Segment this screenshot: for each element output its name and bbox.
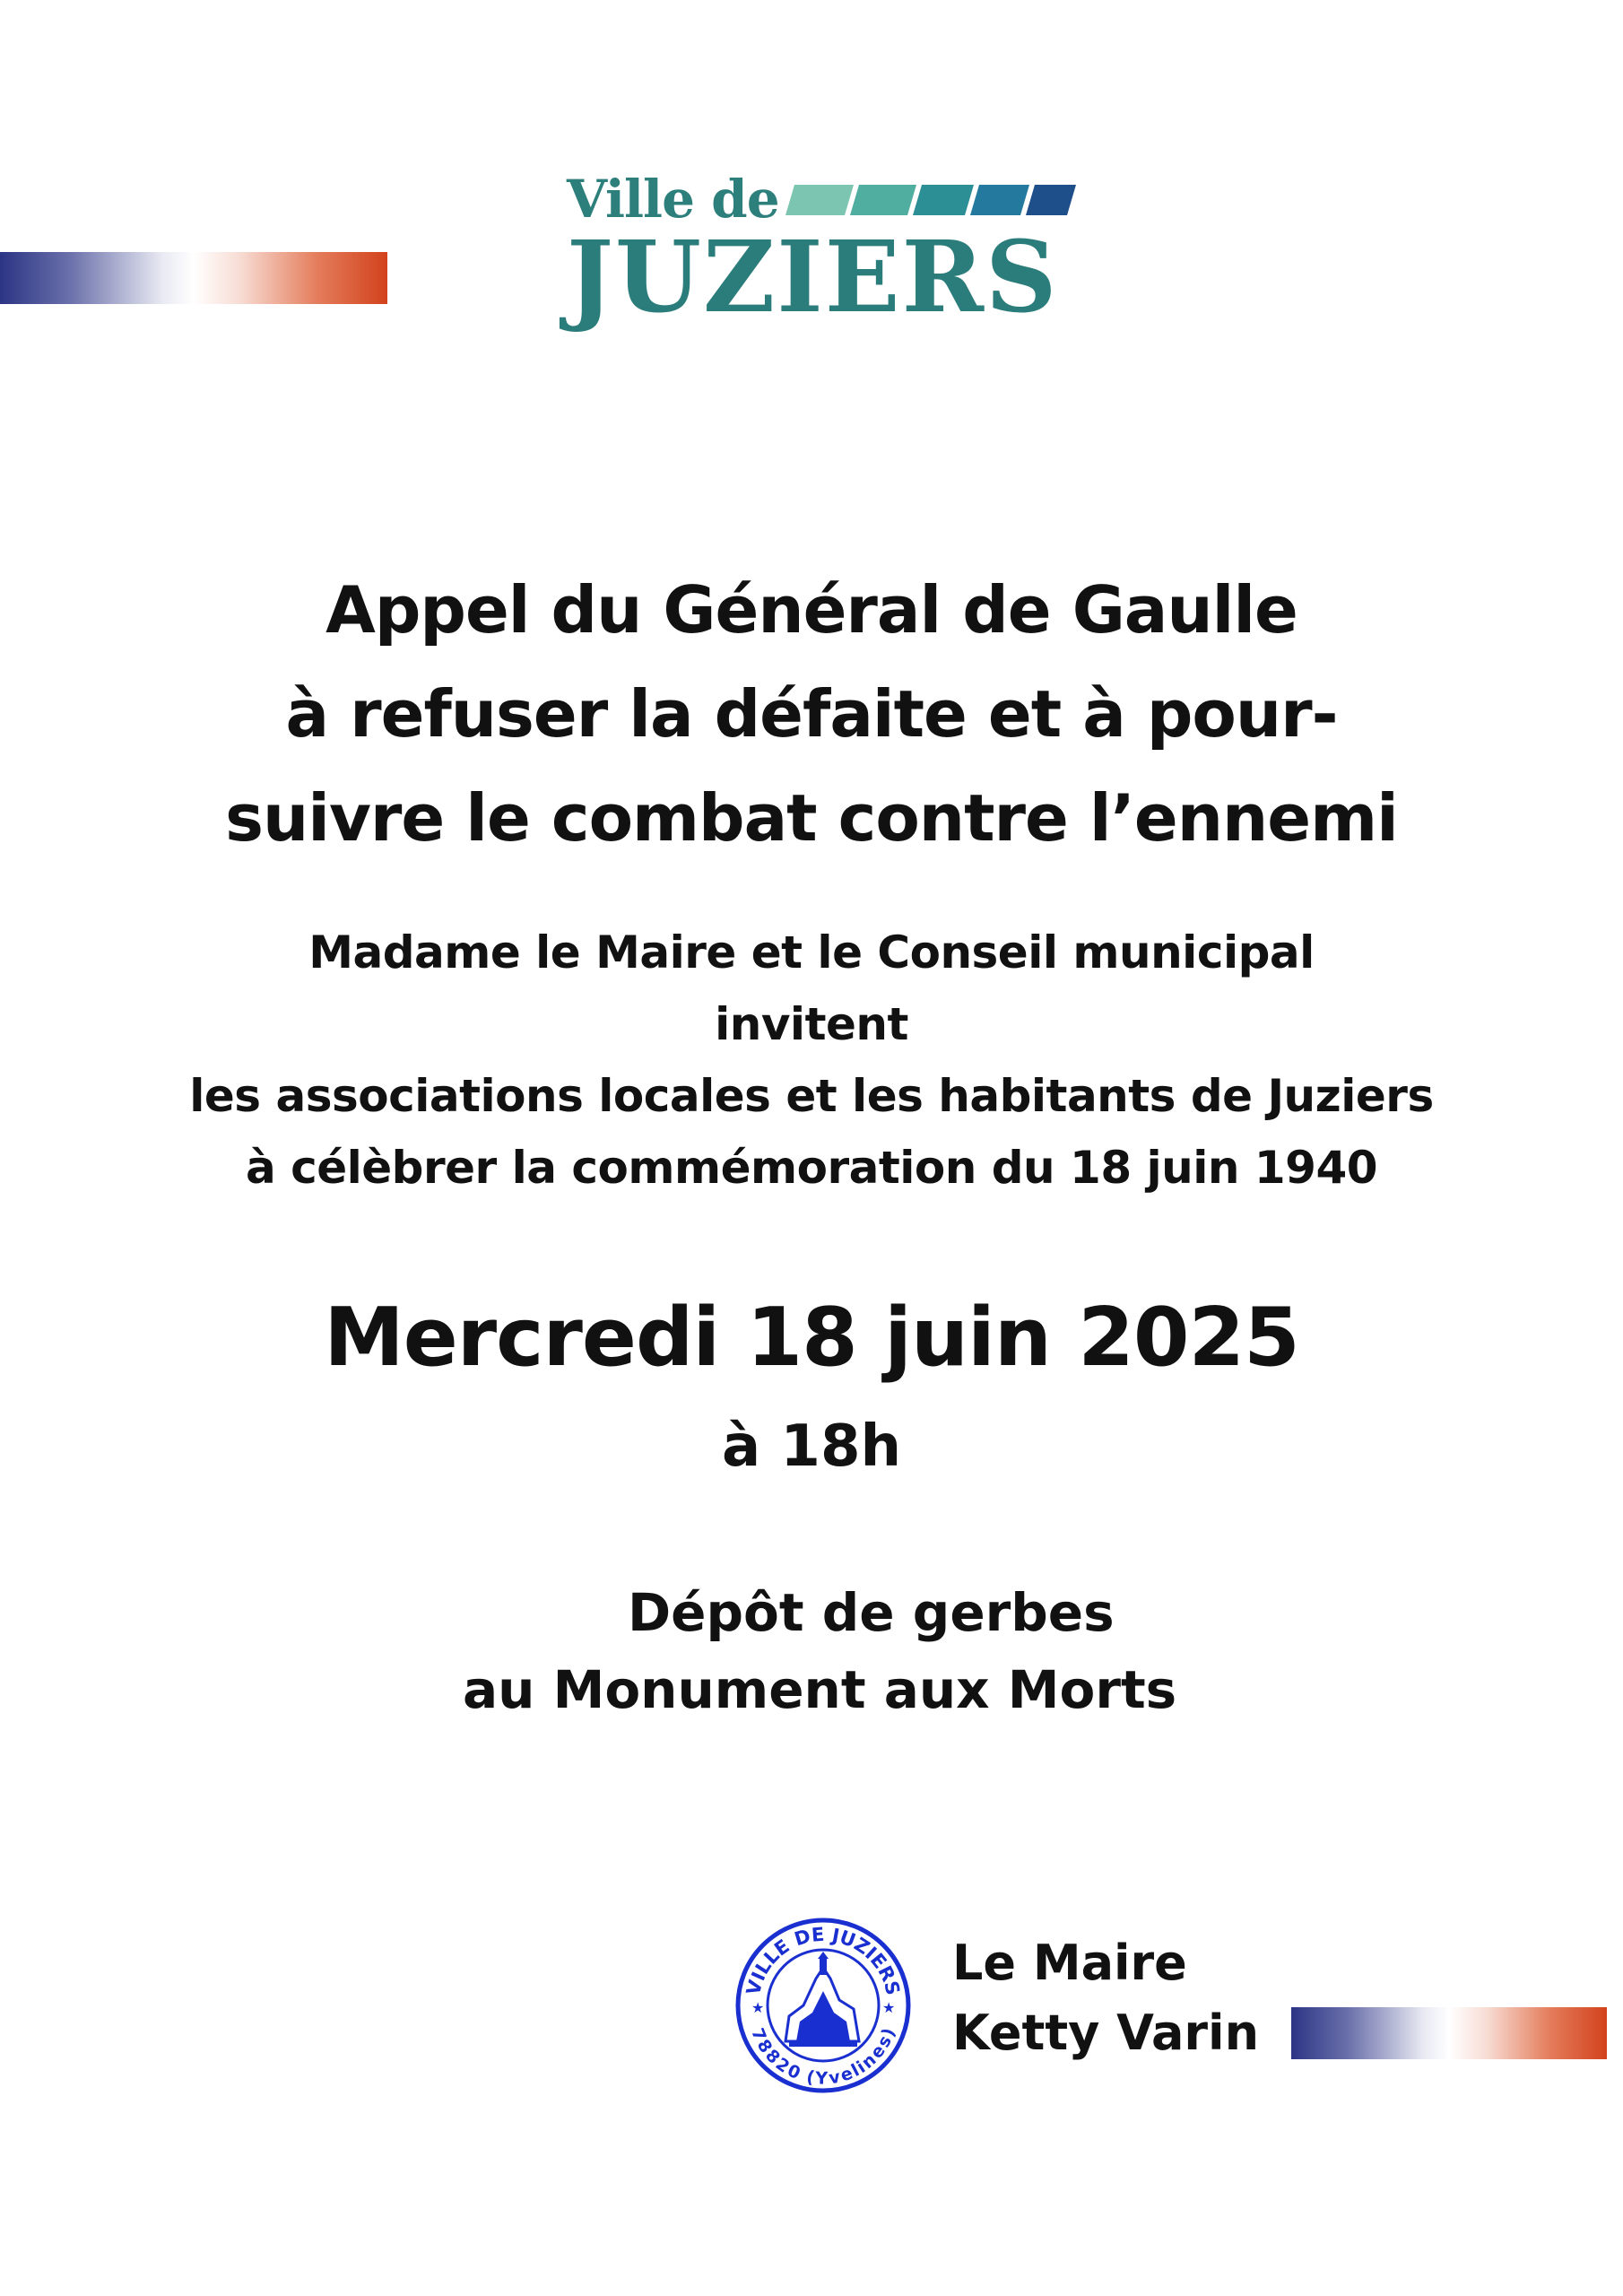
seal-star-left: ★ — [751, 1999, 765, 2016]
event-date: Mercredi 18 juin 2025 — [324, 1291, 1299, 1385]
headline — [0, 558, 1623, 870]
seal-emblem — [785, 1952, 859, 2047]
logo-stripes — [782, 178, 1078, 222]
event-time: à 18h — [721, 1413, 902, 1480]
mayor-title: Le Maire — [952, 1935, 1187, 1991]
logo-stripe-4 — [970, 185, 1029, 215]
logo-stripe-5 — [1026, 185, 1076, 215]
invitation-line-4: à célèbrer la commémoration du 18 juin 1940 — [245, 1142, 1378, 1194]
signature-block — [952, 1928, 1259, 2068]
seal-bottom-text: 78820 (Yvelines) — [747, 2025, 899, 2089]
city-logo — [567, 169, 1069, 366]
seal-star-right: ★ — [882, 1999, 896, 2016]
headline-line-3: suivre le combat contre l’ennemi — [225, 780, 1398, 856]
logo-stripe-1 — [785, 185, 854, 215]
ceremony-line-1: Dépôt de gerbes — [628, 1582, 1115, 1643]
invitation-line-1: Madame le Maire et le Conseil municipal — [308, 926, 1315, 978]
city-seal-stamp — [733, 1916, 913, 2095]
logo-juziers-text: JUZIERS — [567, 219, 1059, 335]
invitation-text — [0, 917, 1623, 1204]
logo-stripe-2 — [850, 185, 916, 215]
headline-line-2: à refuser la défaite et à pour- — [285, 676, 1338, 752]
tricolor-band-bottom — [1291, 2007, 1607, 2059]
headline-line-1: Appel du Général de Gaulle — [325, 572, 1298, 648]
ceremony-line-2: au Monument aux Morts — [463, 1659, 1177, 1720]
seal-top-text: VILLE DE JUZIERS — [742, 1923, 905, 1997]
invitation-line-2: invitent — [715, 998, 908, 1050]
logo-ville-de-text: Ville de — [567, 169, 779, 230]
invitation-line-3: les associations locales et les habitants de Juziers — [189, 1070, 1434, 1122]
logo-stripe-3 — [913, 185, 974, 215]
mayor-name: Ketty Varin — [952, 2005, 1260, 2061]
tricolor-band-top — [0, 252, 387, 304]
